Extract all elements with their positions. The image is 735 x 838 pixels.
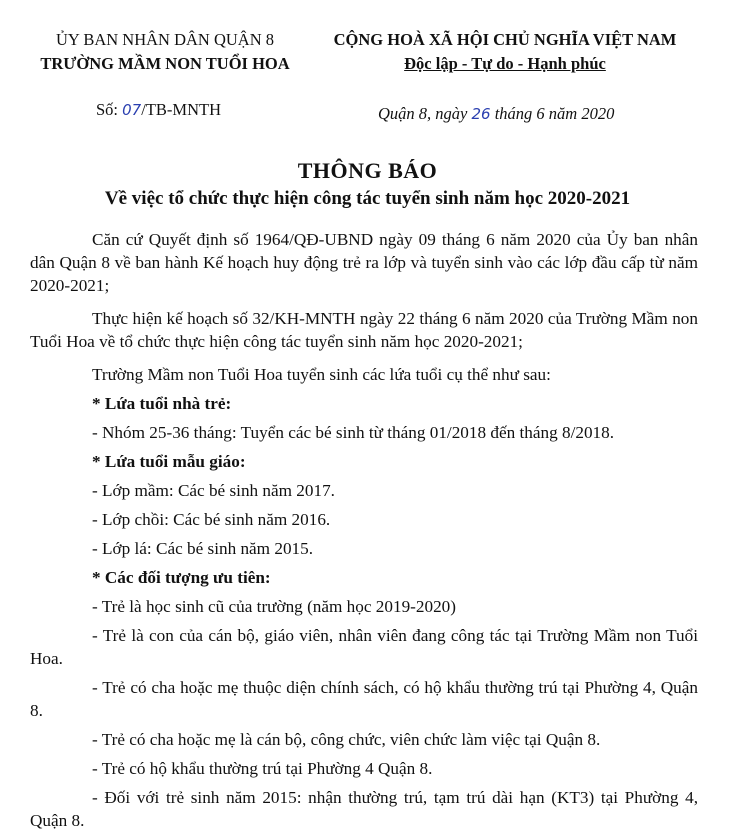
list-item: - Trẻ là học sinh cũ của trường (năm học 2019-2020) [92,597,456,616]
date-prefix: Quận 8, ngày [378,104,468,123]
motto: Độc lập - Tự do - Hạnh phúc [404,54,606,73]
list-item: - Trẻ có hộ khẩu thường trú tại Phường 4 Quận 8. [92,759,433,778]
list-item: - Trẻ có cha hoặc mẹ thuộc diện chính sách, có hộ khẩu thường trú tại Phường 4, Quận 8. [30,678,698,720]
paragraph-intro: Trường Mầm non Tuổi Hoa tuyển sinh các lứa tuổi cụ thể như sau: [92,365,551,384]
country-name: CỘNG HOÀ XÃ HỘI CHỦ NGHĨA VIỆT NAM [333,30,677,49]
issuer-authority: ỦY BAN NHÂN DÂN QUẬN 8 [55,30,274,49]
national-motto-block [305,28,705,76]
document-number [96,100,221,120]
list-item: - Lớp chồi: Các bé sinh năm 2016. [92,510,331,529]
section-heading-mau-giao: * Lứa tuổi mẫu giáo: [92,452,246,471]
issue-date [378,104,614,124]
section-heading-uu-tien: * Các đối tượng ưu tiên: [92,568,271,587]
list-item: - Trẻ là con của cán bộ, giáo viên, nhân viên đang công tác tại Trường Mầm non Tuổi Hoa. [30,626,698,668]
document-body [30,228,698,838]
paragraph-basis: Căn cứ Quyết định số 1964/QĐ-UBND ngày 09 tháng 6 năm 2020 của Ủy ban nhân dân Quận 8 về ban hành Kế hoạch huy động trẻ ra lớp và tuyển sinh vào các lớp đầu cấp từ năm 2020-2021; [30,230,698,295]
document-number-suffix: /TB-MNTH [141,100,221,119]
list-item: - Nhóm 25-36 tháng: Tuyển các bé sinh từ tháng 01/2018 đến tháng 8/2018. [92,423,615,442]
document-number-handwritten: 07 [122,101,142,119]
document-title: THÔNG BÁO [297,158,438,183]
date-suffix: tháng 6 năm 2020 [494,104,615,123]
document-subtitle: Về việc tổ chức thực hiện công tác tuyển sinh năm học 2020-2021 [104,188,631,209]
list-item: - Đối với trẻ sinh năm 2015: nhận thường trú, tạm trú dài hạn (KT3) tại Phường 4, Quận 8. [30,788,698,830]
issuer-school: TRƯỜNG MẦM NON TUỔI HOA [40,54,290,73]
list-item: - Trẻ có cha hoặc mẹ là cán bộ, công chức, viên chức làm việc tại Quận 8. [92,730,601,749]
list-item: - Lớp mầm: Các bé sinh năm 2017. [92,481,335,500]
list-item: - Lớp lá: Các bé sinh năm 2015. [92,539,314,558]
document-number-prefix: Số: [96,100,119,119]
paragraph-implementation: Thực hiện kế hoạch số 32/KH-MNTH ngày 22 tháng 6 năm 2020 của Trường Mầm non Tuổi Hoa về tổ chức thực hiện công tác tuyển sinh năm học 2020-2021; [30,309,698,351]
section-heading-nha-tre: * Lứa tuổi nhà trẻ: [92,394,232,413]
date-day-handwritten: 26 [471,105,491,123]
issuer-block [40,28,290,76]
